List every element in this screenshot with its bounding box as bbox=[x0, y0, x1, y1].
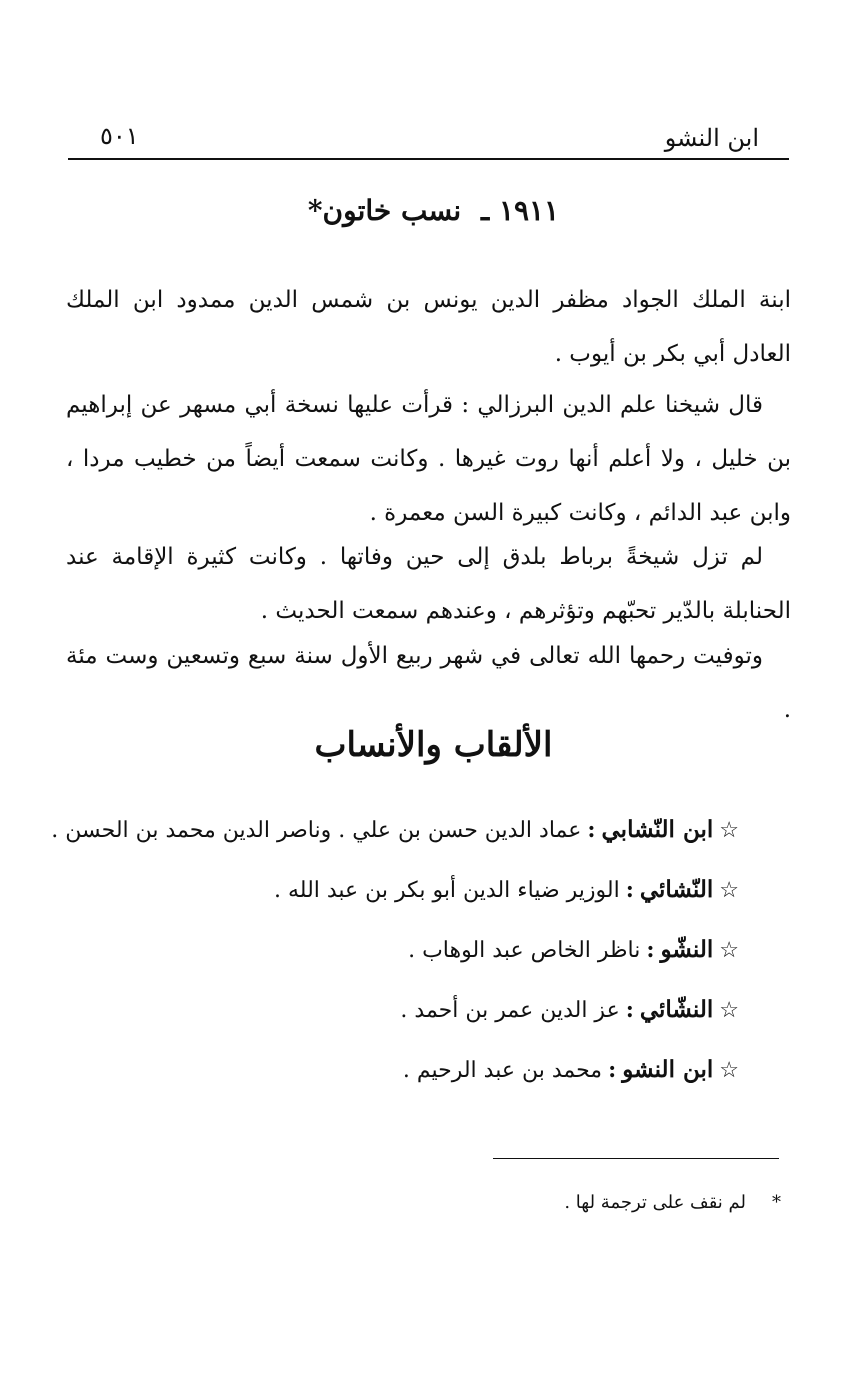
star-icon: ☆ bbox=[719, 818, 739, 843]
header-rule bbox=[68, 158, 789, 160]
page-header bbox=[68, 118, 789, 156]
item-term: ابن النّشابي bbox=[601, 816, 714, 843]
star-icon: ☆ bbox=[719, 878, 739, 903]
entry-heading bbox=[0, 194, 867, 227]
footnote-mark: * bbox=[772, 1192, 781, 1213]
footnote-text: لم نقف على ترجمة لها . bbox=[564, 1192, 746, 1213]
item-separator: : bbox=[608, 1057, 617, 1083]
star-icon: ☆ bbox=[719, 938, 739, 963]
item-separator: : bbox=[625, 877, 634, 903]
footnote bbox=[564, 1192, 781, 1213]
item-text: عز الدين عمر بن أحمد . bbox=[400, 998, 620, 1023]
item-text: محمد بن عبد الرحيم . bbox=[402, 1058, 603, 1083]
list-item bbox=[60, 920, 739, 980]
item-term: النشّائي bbox=[639, 996, 714, 1023]
list-item bbox=[60, 980, 739, 1040]
entry-paragraph-2: قال شيخنا علم الدين البرزالي : قرأت عليها نسخة أبي مسهر عن إبراهيم بن خليل ، ولا أعلم أنها روت غيرها . وكانت سمعت أيضاً من خطيب مردا ، وابن عبد الدائم ، وكانت كبيرة السن معمرة . bbox=[66, 392, 791, 526]
running-title: ابن النشو bbox=[664, 124, 759, 152]
list-item bbox=[60, 860, 739, 920]
item-text: ناظر الخاص عبد الوهاب . bbox=[408, 938, 641, 963]
star-icon: ☆ bbox=[719, 998, 739, 1023]
list-item bbox=[60, 1040, 739, 1100]
item-term: النّشائي bbox=[639, 876, 714, 903]
item-separator: : bbox=[646, 937, 655, 963]
list-item bbox=[51, 800, 739, 860]
entry-paragraph-4: وتوفيت رحمها الله تعالى في شهر ربيع الأول سنة سبع وتسعين وست مئة . bbox=[66, 643, 791, 723]
footnote-rule bbox=[493, 1158, 779, 1159]
item-separator: : bbox=[625, 997, 634, 1023]
item-text: الوزير ضياء الدين أبو بكر بن عبد الله . bbox=[274, 878, 620, 903]
item-term: النشّو bbox=[660, 936, 714, 963]
star-icon: ☆ bbox=[719, 1058, 739, 1083]
page-number: ٥٠١ bbox=[100, 122, 139, 150]
entry-title: نسب خاتون* bbox=[307, 194, 462, 227]
section-title: الألقاب والأنساب bbox=[314, 725, 553, 765]
entry-number: ١٩١١ ـ bbox=[480, 194, 560, 227]
item-separator: : bbox=[587, 817, 596, 843]
nisab-list bbox=[51, 800, 739, 1100]
item-term: ابن النشو bbox=[622, 1056, 714, 1083]
entry-paragraph-1: ابنة الملك الجواد مظفر الدين يونس بن شمس الدين ممدود ابن الملك العادل أبي بكر بن أيوب . bbox=[66, 287, 791, 367]
item-text: عماد الدين حسن بن علي . وناصر الدين محمد بن الحسن . bbox=[51, 818, 582, 843]
entry-paragraph-3: لم تزل شيخةً برباط بلدق إلى حين وفاتها . وكانت كثيرة الإقامة عند الحنابلة بالدّير تحبّهم وتؤثرهم ، وعندهم سمعت الحديث . bbox=[66, 544, 791, 624]
